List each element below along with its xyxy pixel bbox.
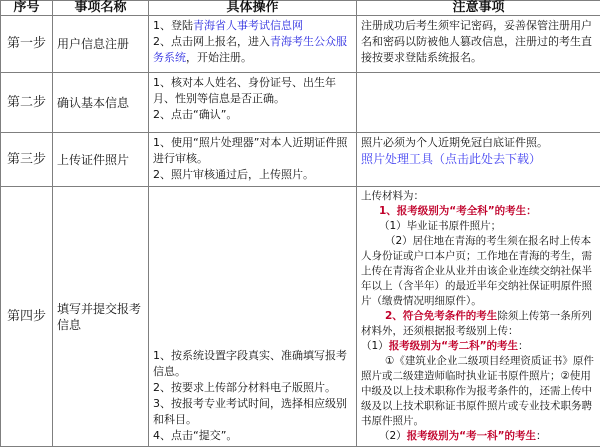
notes-text: ： — [536, 430, 547, 442]
ops-text: 1、登陆 — [153, 19, 193, 32]
item-name: 上传证件照片 — [53, 133, 149, 187]
item-name: 确认基本信息 — [53, 73, 149, 133]
notes-subheading-red: 报考级别为“考一科”的考生 — [407, 430, 536, 442]
table-row — [1, 133, 600, 187]
ops-text: 2、点击网上报名，进入 — [153, 35, 270, 48]
notes-text: ： — [518, 340, 529, 352]
step-label: 第三步 — [1, 133, 53, 187]
ops-line — [153, 34, 352, 66]
ops-cell — [149, 16, 357, 73]
ops-line: 1、按系统设置字段真实、准确填写报考信息。 — [153, 348, 352, 380]
step-label: 第四步 — [1, 187, 53, 447]
notes-heading — [361, 309, 596, 339]
notes-cell — [357, 73, 600, 133]
notes-item: （2）居住地在青海的考生须在报名时上传本人身份证或户口本户页；工作地在青海的考生，需上传在青海省企业从业并由该企业连续交纳社保半年以上（含半年）的最近半年交纳社保证明原件照片（缴费情况明细原件）。 — [361, 234, 596, 309]
header-notes: 注意事项 — [357, 1, 600, 16]
table-row — [1, 73, 600, 133]
candidate-service-link[interactable]: 青海考生公众服务系统 — [153, 35, 347, 64]
header-seq: 序号 — [1, 1, 53, 16]
ops-line: 1、核对本人姓名、身份证号、出生年月、性别等信息是否正确。 — [153, 75, 352, 107]
ops-cell — [149, 187, 357, 447]
header-item: 事项名称 — [53, 1, 149, 16]
ops-line: 2、照片审核通过后，上传照片。 — [153, 167, 352, 183]
ops-line: 2、点击“确认”。 — [153, 107, 352, 123]
ops-cell — [149, 73, 357, 133]
notes-subheading — [361, 429, 596, 444]
notes-text: 除须上传第一条所列材料外，还须根据报考级别上传： — [361, 310, 592, 337]
ops-line: 1、使用“照片处理器”对本人近期证件照进行审核。 — [153, 135, 352, 167]
notes-heading: 1、报考级别为“考全科”的考生： — [361, 204, 596, 219]
ops-text: ，开始注册。 — [186, 51, 252, 64]
notes-cell: 注册成功后考生须牢记密码，妥善保管注册用户名和密码以防被他人篡改信息，注册过的考生直接按要求登陆系统报名。 — [357, 16, 600, 73]
notes-item: ①《建筑业企业二级项目经理资质证书》原件照片或二级建造师临时执业证书原件照片；②使用中级及以上技术职称作为报考条件的，还需上传中级及以上技术职称证书原件照片或专业技术职务聘书原件照片。 — [361, 354, 596, 429]
ops-line — [153, 18, 352, 34]
header-ops: 具体操作 — [149, 1, 357, 16]
notes-heading-red: 2、符合免考条件的考生 — [385, 310, 497, 322]
ops-line: 3、按报考专业考试时间，选择相应级别和科目。 — [153, 396, 352, 428]
step-label: 第一步 — [1, 16, 53, 73]
notes-cell — [357, 187, 600, 447]
table-header-row — [1, 1, 600, 16]
notes-subheading — [361, 339, 596, 354]
item-name: 用户信息注册 — [53, 16, 149, 73]
notes-intro: 上传材料为： — [361, 189, 596, 204]
ops-line: 2、按要求上传部分材料电子版照片。 — [153, 380, 352, 396]
rsks-site-link[interactable]: 青海省人事考试信息网 — [193, 19, 303, 32]
item-name: 填写并提交报考信息 — [53, 187, 149, 447]
table-row — [1, 16, 600, 73]
notes-cell — [357, 133, 600, 187]
notes-text: （2） — [379, 430, 407, 442]
ops-line: 4、点击“提交”。 — [153, 428, 352, 444]
step-label: 第二步 — [1, 73, 53, 133]
notes-subheading-red: 报考级别为“考二科”的考生 — [389, 340, 518, 352]
notes-item: （1）毕业证书原件照片； — [361, 219, 596, 234]
ops-cell — [149, 133, 357, 187]
notes-text: （1） — [361, 340, 389, 352]
photo-tool-download-link[interactable]: 照片处理工具（点击此处去下载） — [361, 151, 596, 167]
table-row — [1, 187, 600, 447]
notes-text: 照片必须为个人近期免冠白底证件照。 — [361, 135, 596, 151]
